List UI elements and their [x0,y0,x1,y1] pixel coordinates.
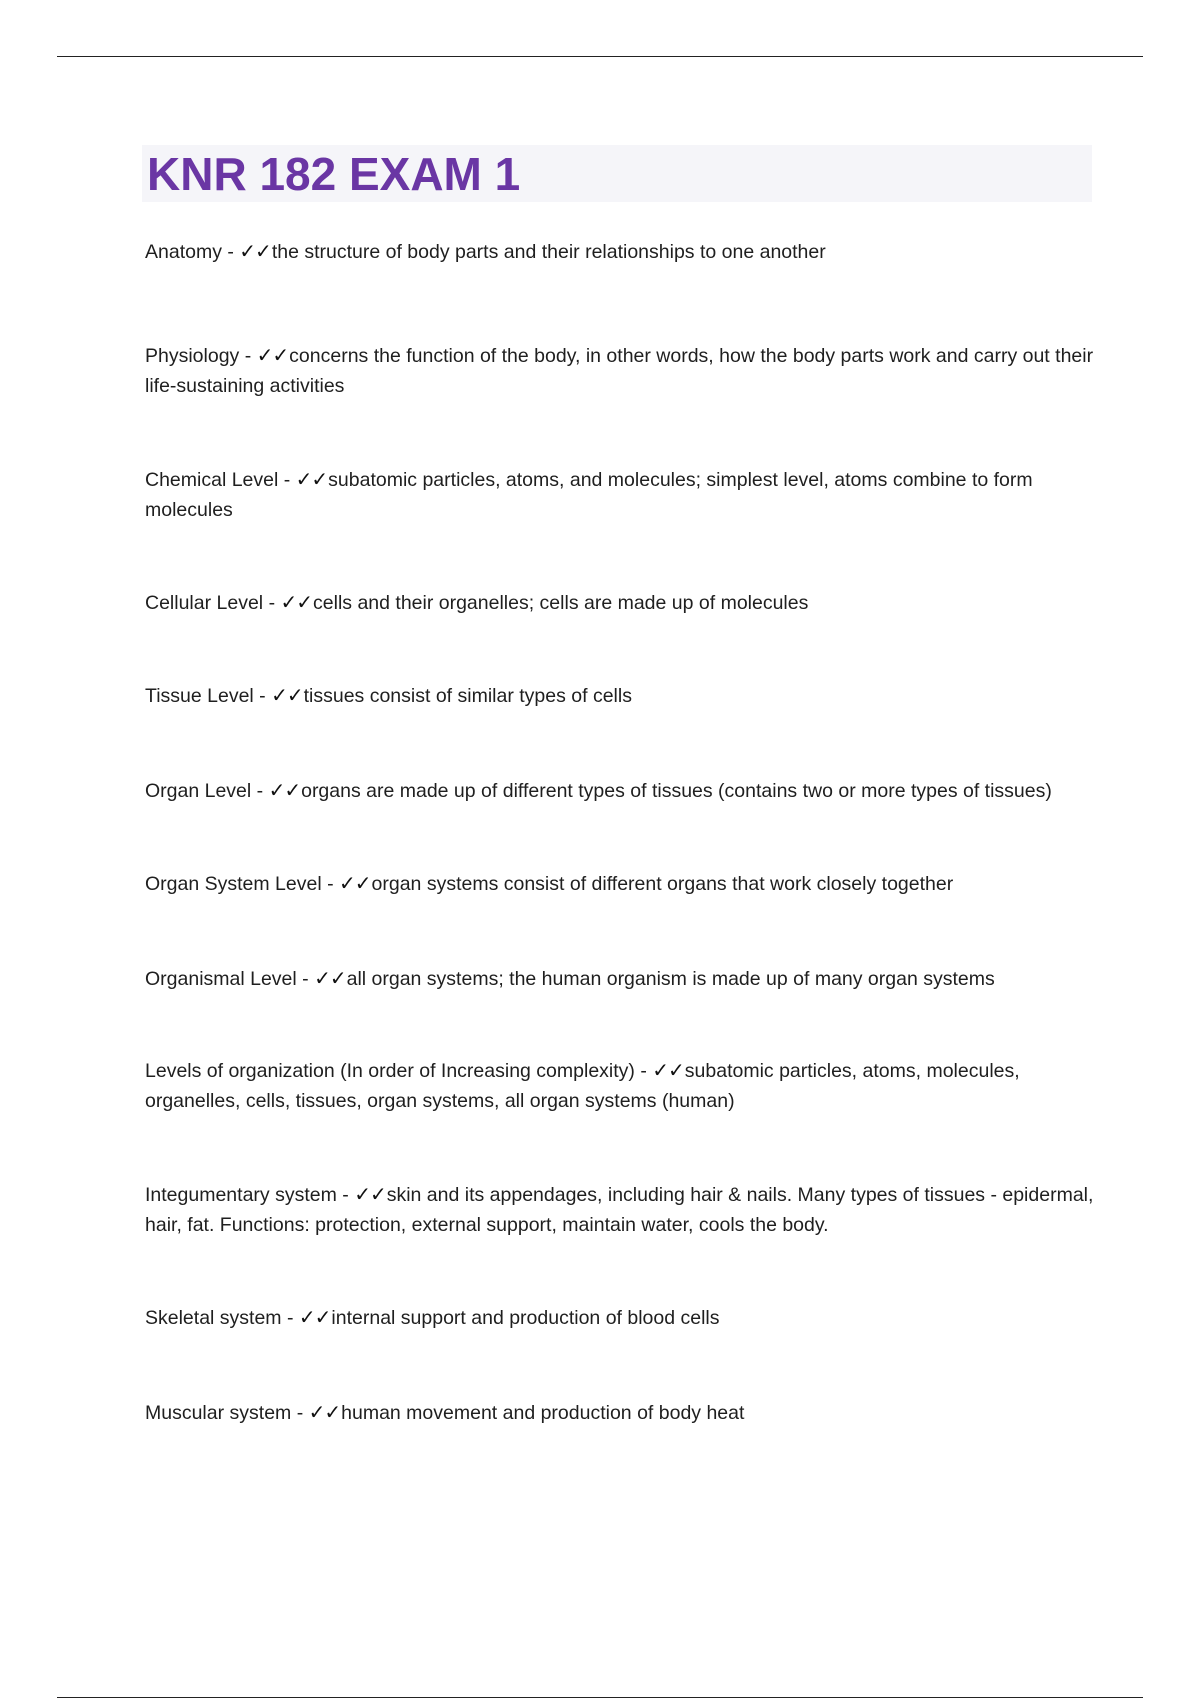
term-separator: - [221,241,240,263]
double-check-icon: ✓✓ [314,966,346,990]
term-definition: skin and its appendages, including hair & nails. Many types of tissues - epidermal, hair, fat. Functions: protection, external support, maintain water, cools the body. [145,1184,1094,1236]
double-check-icon: ✓✓ [239,239,271,263]
term-definition: organ systems consist of different organs that work closely together [371,873,954,895]
page-title: KNR 182 EXAM 1 [147,148,521,200]
double-check-icon: ✓✓ [271,683,303,707]
term-separator: - [291,1402,309,1424]
term-definition: the structure of body parts and their relationships to one another [271,241,826,263]
term-label: Organismal Level [145,968,297,990]
term-definition: human movement and production of body heat [341,1402,745,1424]
double-check-icon: ✓✓ [256,343,289,367]
term-item-chemical-level [145,464,1095,525]
term-definition: all organ systems; the human organism is made up of many organ systems [346,968,995,990]
term-item-organismal-level [145,963,1095,994]
term-definition: concerns the function of the body, in other words, how the body parts work and carry out their life-sustaining activities [145,345,1094,397]
double-check-icon: ✓✓ [298,1305,331,1329]
term-separator: - [336,1184,355,1206]
double-check-icon: ✓✓ [339,871,371,895]
term-separator: - [321,873,340,895]
term-item-cellular-level [145,587,1095,618]
term-definition: cells and their organelles; cells are made up of molecules [313,592,809,614]
term-label: Chemical Level [145,469,279,491]
term-separator: - [251,780,269,802]
term-label: Anatomy [145,241,222,263]
double-check-icon: ✓✓ [280,590,313,614]
term-item-muscular-system [145,1397,1095,1428]
term-item-levels-of-organization [145,1055,1095,1116]
term-label: Tissue Level [145,685,254,707]
term-definition: internal support and production of blood cells [331,1307,720,1329]
term-separator: - [296,968,315,990]
term-item-skeletal-system [145,1302,1095,1333]
term-separator: - [281,1307,299,1329]
term-definition: tissues consist of similar types of cells [303,685,632,707]
term-item-organ-level [145,775,1095,806]
term-label: Organ Level [145,780,252,802]
double-check-icon: ✓✓ [268,778,301,802]
top-rule [57,56,1143,57]
term-item-integumentary-system [145,1179,1095,1240]
term-label: Skeletal system [145,1307,282,1329]
term-definition: organs are made up of different types of tissues (contains two or more types of tissues) [301,780,1052,802]
term-separator: - [634,1060,653,1082]
double-check-icon: ✓✓ [354,1182,386,1206]
term-item-physiology [145,340,1095,401]
term-label: Physiology [145,345,240,367]
term-label: Cellular Level [145,592,264,614]
double-check-icon: ✓✓ [308,1400,341,1424]
term-item-organ-system-level [145,868,1095,899]
title-banner [142,145,1092,202]
term-separator: - [239,345,257,367]
term-separator: - [253,685,272,707]
term-label: Muscular system [145,1402,292,1424]
term-item-anatomy [145,236,1095,267]
term-separator: - [263,592,281,614]
double-check-icon: ✓✓ [295,467,328,491]
term-separator: - [278,469,296,491]
term-definition: subatomic particles, atoms, and molecules; simplest level, atoms combine to form molecules [145,469,1033,521]
bottom-rule [57,1697,1143,1698]
term-item-tissue-level [145,680,1095,711]
term-label: Integumentary system [145,1184,337,1206]
term-label: Organ System Level [145,873,322,895]
double-check-icon: ✓✓ [652,1058,684,1082]
term-label: Levels of organization (In order of Increasing complexity) [145,1060,635,1082]
term-definition: subatomic particles, atoms, molecules, organelles, cells, tissues, organ systems, all organ systems (human) [145,1060,1020,1112]
